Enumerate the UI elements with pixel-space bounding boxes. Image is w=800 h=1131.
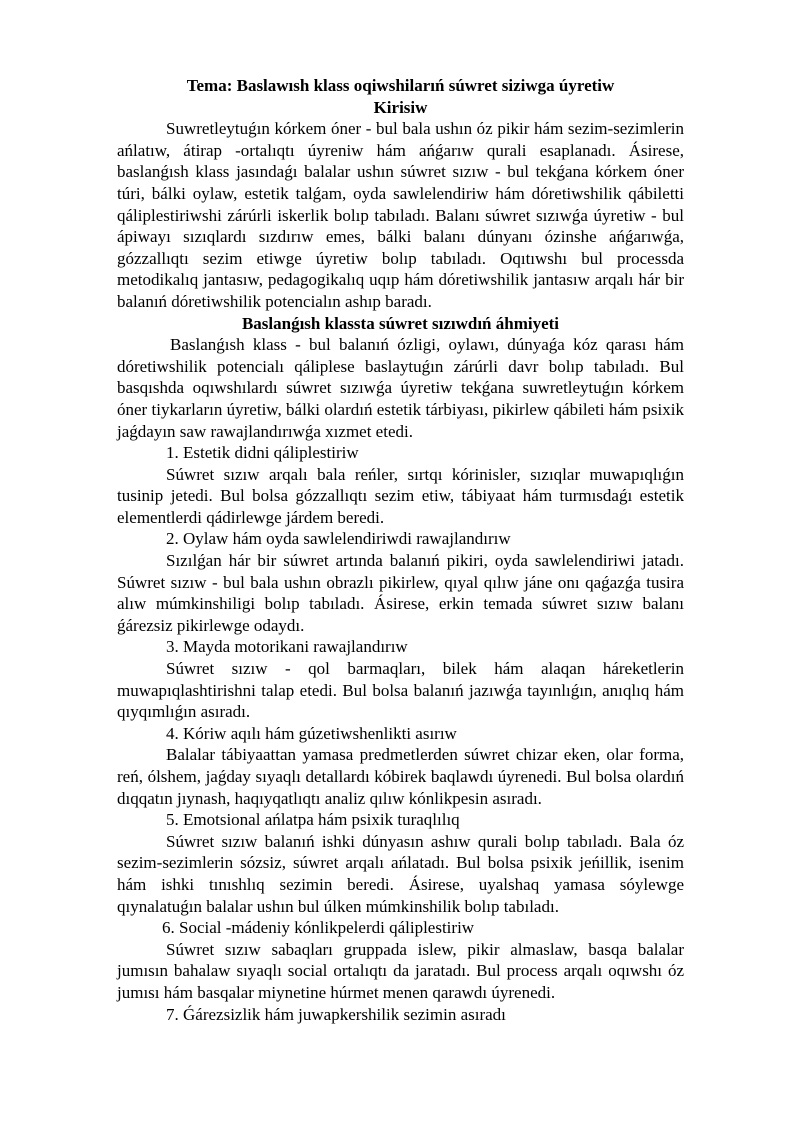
item-heading-4: 4. Kóriw aqılı hám gúzetiwshenlikti asırıw xyxy=(166,723,457,743)
item-text-6: Súwret sızıw sabaqları gruppada islew, pikir almaslaw, basqa balalar jumısın bahalaw sıyaqlı social ortalıqtı da jaratadı. Bul process arqalı oqıwshı óz jumısı hám basqalar miynetine húrmet menen qarawdı úyrenedi. xyxy=(117,939,684,1002)
item-text-4: Balalar tábiyaattan yamasa predmetlerden súwret chizar eken, olar forma, reń, ólshem, jaǵday sıyaqlı detallardı kóbirek baqlawdı úyrenedi. Bul bolsa olardıń dıqqatın jıynash, haqıyqatlıqtı analiz qılıw kónlikpesin asıradı. xyxy=(117,745,684,808)
item-heading-3: 3. Mayda motorikani rawajlandırıw xyxy=(166,637,408,657)
section-intro-paragraph: Baslanǵısh klass - bul balanıń ózligi, oylawı, dúnyaǵa kóz qarası hám dóretiwshilik potencialı qáliplese baslaytuǵın zárúrli davr bolıp tabıladı. Bul basqıshda oqıwshılardı súwret sızıwǵa úyretiw tekǵana suwretleytuǵın kórkem óner tiykarların úyretiw, bálki olardıń estetik tárbiyası, pikirlew qábileti hám psixik jaǵdayın saw rawajlandırıwǵa xızmet etedi. xyxy=(117,335,684,441)
document-page xyxy=(117,75,684,1025)
intro-paragraph: Suwretleytuǵın kórkem óner - bul bala ushın óz pikir hám sezim-sezimlerin ańlatıw, átirap -ortalıqtı úyreniw hám ańǵarıw qurali esaplanadı. Ásirese, baslanǵısh klass jasındaǵı balalar ushın súwret sızıw - bul tekǵana kórkem óner túri, bálki oylaw, estetik talǵam, oyda sawlelendiriw hám dóretiwshilik qábiletti qáliplestiriwshi zárúrli iskerlik bolıp tabıladı. Balanı súwret sızıwǵa úyretiw - bul ápiwayı sızıqlardı sızdırıw emes, bálki balanı dúnyanı ózinshe ańǵarıwǵa, gózzallıqtı sezim etiwge úyretiw bolıp tabıladı. Oqıtıwshı bul processda metodikalıq jantasıw, pedagogikalıq uqıp hám dóretiwshilik jantasıw arqalı hár bir balanıń dóretiwshilik potencialın ashıp baradı. xyxy=(117,119,684,311)
item-heading-2: 2. Oylaw hám oyda sawlelendiriwdi rawajlandırıw xyxy=(166,529,511,549)
intro-heading: Kirisiw xyxy=(373,97,428,117)
item-heading-5: 5. Emotsional ańlatpa hám psixik turaqlılıq xyxy=(166,810,460,830)
item-text-5: Súwret sızıw balanıń ishki dúnyasın ashıw qurali bolıp tabıladı. Bala óz sezim-sezimlerin sózsiz, súwret arqalı ańlatadı. Bul bolsa psixik jeńillik, isenim hám ishki tınıshlıq sezimin beredi. Ásirese, uyalshaq yamasa sóylewge qıynalatuǵın balalar ushın bul úlken múmkinshilik bolıp tabıladı. xyxy=(117,831,684,916)
item-text-1: Súwret sızıw arqalı bala reńler, sırtqı kórinisler, sızıqlar muwapıqlıǵın tusinip jetedi. Bul bolsa gózzallıqtı sezim etiw, tábiyaat hám turmısdaǵı estetik elementlerdi qádirlewge járdem beredi. xyxy=(117,464,684,527)
item-text-2: Sızılǵan hár bir súwret artında balanıń pikiri, oyda sawlelendiriwi jatadı. Súwret sızıw - bul bala ushın obrazlı pikirlew, qıyal qılıw jáne onı qaǵazǵa tusira alıw múmkinshiligi bolıp tabıladı. Ásirese, erkin temada súwret sızıw balanı ǵárezsiz pikirlewge odaydı. xyxy=(117,551,684,635)
item-text-3: Súwret sızıw - qol barmaqları, bilek hám alaqan háreketlerin muwapıqlashtirishni talap etedi. Bul bolsa balanıń jazıwǵa tayınlıǵın, anıqlıq hám qıyqımlıǵın asıradı. xyxy=(117,659,684,722)
item-heading-1: 1. Estetik didni qáliplestiriw xyxy=(166,443,359,463)
document-title: Tema: Baslawısh klass oqiwshilarıń súwret siziwga úyretiw xyxy=(186,76,615,95)
item-heading-6: 6. Social -mádeniy kónlikpelerdi qáliplestiriw xyxy=(162,918,475,938)
item-heading-7: 7. Ǵárezsizlik hám juwapkershilik sezimin asıradı xyxy=(166,1004,506,1024)
section-heading: Baslanǵısh klassta súwret sızıwdıń áhmiyeti xyxy=(241,313,560,333)
